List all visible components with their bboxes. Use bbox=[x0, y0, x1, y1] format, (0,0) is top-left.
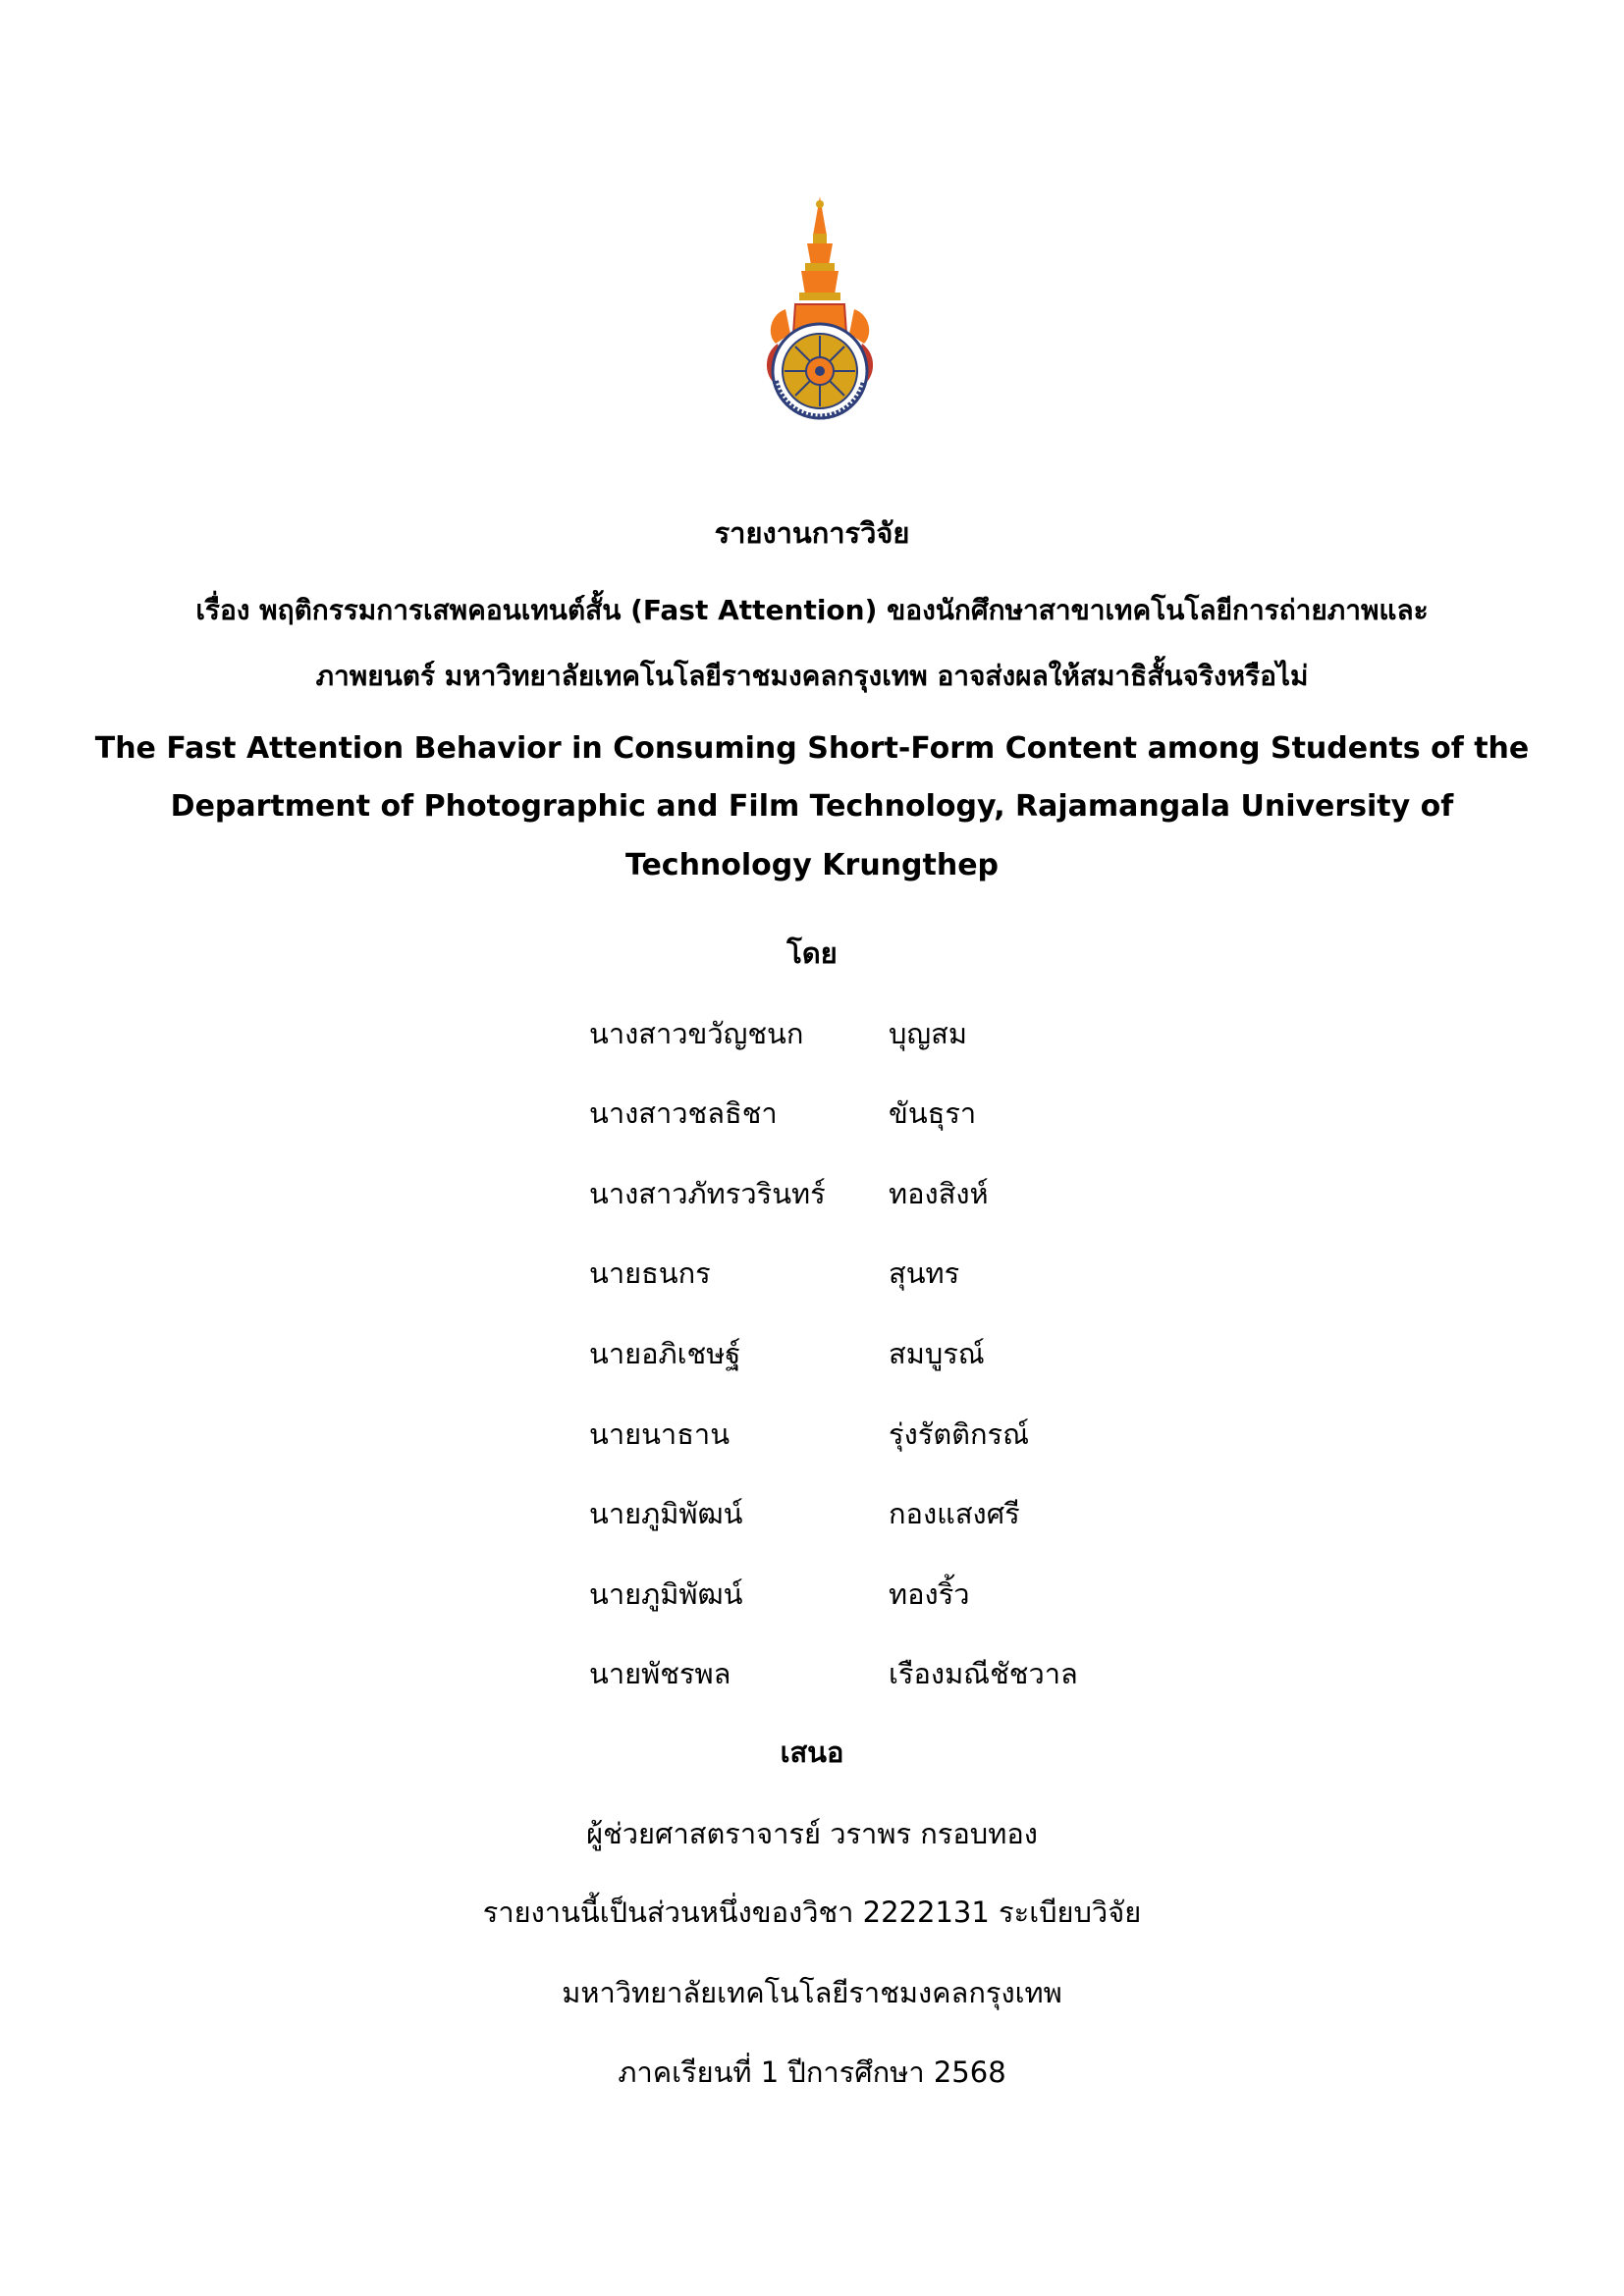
author-first-name: นายภูมิพัฒน์ bbox=[589, 1577, 743, 1611]
semester-line: ภาคเรียนที่ 1 ปีการศึกษา 2568 bbox=[618, 2056, 1006, 2089]
university-seal-icon bbox=[756, 196, 884, 424]
author-first-name: นายอภิเชษฐ์ bbox=[589, 1337, 741, 1370]
author-last-name: ขันธุรา bbox=[889, 1096, 977, 1130]
author-last-name: รุ่งรัตติกรณ์ bbox=[889, 1417, 1030, 1451]
author-last-name: บุญสม bbox=[889, 1017, 967, 1050]
author-first-name: นายธนกร bbox=[589, 1256, 711, 1290]
author-last-name: สมบูรณ์ bbox=[889, 1337, 985, 1370]
author-first-name: นายพัชรพล bbox=[589, 1657, 731, 1690]
course-line: รายงานนี้เป็นส่วนหนึ่งของวิชา 2222131 ระเบียบวิจัย bbox=[482, 1896, 1142, 1929]
author-last-name: สุนทร bbox=[889, 1256, 960, 1290]
author-last-name: ทองสิงห์ bbox=[889, 1177, 989, 1210]
present-label: เสนอ bbox=[780, 1735, 844, 1769]
title-english-line-1: The Fast Attention Behavior in Consuming Short-Form Content among Students of the bbox=[94, 731, 1530, 766]
author-last-name: ทองริ้ว bbox=[889, 1577, 970, 1611]
report-type-heading: รายงานการวิจัย bbox=[714, 516, 910, 550]
author-first-name: นางสาวชลธิชา bbox=[589, 1096, 778, 1130]
title-thai-line-1: เรื่อง พฤติกรรมการเสพคอนเทนต์สั้น (Fast Attention) ของนักศึกษาสาขาเทคโนโลยีการถ่ายภาพและ bbox=[195, 594, 1429, 626]
author-last-name: กองแสงศรี bbox=[889, 1497, 1020, 1530]
author-first-name: นายภูมิพัฒน์ bbox=[589, 1497, 743, 1530]
title-english-line-3: Technology Krungthep bbox=[624, 848, 1000, 882]
university-line: มหาวิทยาลัยเทคโนโลยีราชมงคลกรุงเทพ bbox=[562, 1976, 1062, 2009]
author-last-name: เรืองมณีชัชวาล bbox=[889, 1657, 1078, 1690]
author-first-name: นางสาวภัทรวรินทร์ bbox=[589, 1177, 826, 1210]
author-first-name: นางสาวขวัญชนก bbox=[589, 1017, 804, 1050]
title-thai-line-2: ภาพยนตร์ มหาวิทยาลัยเทคโนโลยีราชมงคลกรุงเทพ อาจส่งผลให้สมาธิสั้นจริงหรือไม่ bbox=[315, 660, 1309, 692]
by-label: โดย bbox=[786, 936, 838, 970]
advisor-name: ผู้ช่วยศาสตราจารย์ วราพร กรอบทอง bbox=[586, 1817, 1038, 1850]
title-english-line-2: Department of Photographic and Film Technology, Rajamangala University of bbox=[170, 789, 1454, 824]
author-first-name: นายนาธาน bbox=[589, 1417, 731, 1451]
